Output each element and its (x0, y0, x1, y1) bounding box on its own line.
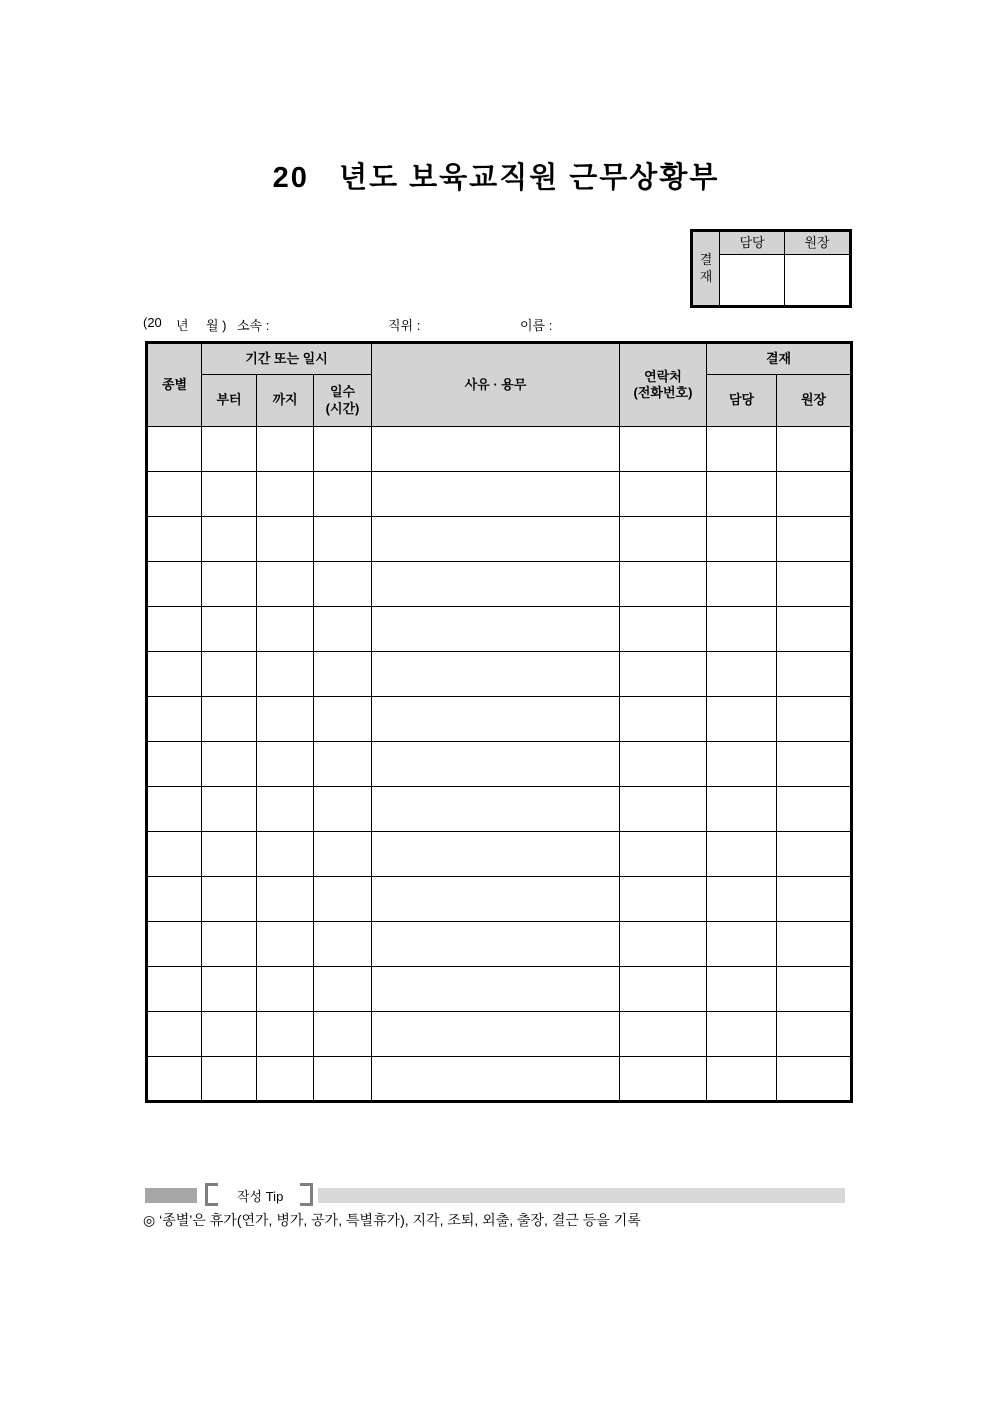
table-cell (202, 742, 257, 787)
table-row (147, 427, 852, 472)
table-cell (707, 787, 777, 832)
table-cell (707, 1012, 777, 1057)
table-cell (314, 427, 372, 472)
table-cell (257, 562, 314, 607)
table-cell (372, 472, 620, 517)
table-cell (777, 1012, 852, 1057)
table-cell (257, 652, 314, 697)
table-cell (147, 517, 202, 562)
table-cell (777, 697, 852, 742)
table-cell (257, 1012, 314, 1057)
table-cell (777, 922, 852, 967)
table-cell (707, 697, 777, 742)
table-cell (620, 832, 707, 877)
table-cell (707, 472, 777, 517)
table-cell (707, 652, 777, 697)
table-cell (620, 427, 707, 472)
approval-side-label-cell (693, 232, 720, 305)
table-row (147, 472, 852, 517)
col-header-approval-group: 결재 (707, 343, 852, 375)
table-cell (257, 967, 314, 1012)
table-cell (202, 1012, 257, 1057)
table-cell (257, 517, 314, 562)
table-cell (202, 427, 257, 472)
table-cell (202, 562, 257, 607)
info-name-label: 이름 : (520, 318, 553, 333)
info-year-label: 년 (176, 318, 189, 333)
table-cell (372, 877, 620, 922)
col-header-approval-director: 원장 (777, 375, 852, 427)
note-line: ◎ ‘종별’은 휴가(연가, 병가, 공가, 특별휴가), 지각, 조퇴, 외출, 출장, 결근 등을 기록 (143, 1212, 641, 1228)
table-cell (147, 697, 202, 742)
approval-sign-cell-staff (720, 255, 784, 305)
table-cell (707, 832, 777, 877)
table-cell (202, 877, 257, 922)
table-cell (620, 787, 707, 832)
table-cell (147, 787, 202, 832)
table-cell (777, 517, 852, 562)
table-cell (202, 472, 257, 517)
table-cell (314, 922, 372, 967)
table-cell (314, 472, 372, 517)
table-cell (147, 877, 202, 922)
table-cell (777, 607, 852, 652)
info-year-open: (20 (143, 315, 162, 330)
col-header-to: 까지 (257, 375, 314, 427)
table-cell (257, 607, 314, 652)
table-cell (620, 1012, 707, 1057)
table-cell (147, 967, 202, 1012)
table-cell (372, 1057, 620, 1102)
table-row (147, 877, 852, 922)
table-cell (314, 967, 372, 1012)
table-cell (257, 787, 314, 832)
table-cell (777, 742, 852, 787)
table-row (147, 517, 852, 562)
table-cell (707, 562, 777, 607)
approval-header-row (720, 232, 849, 255)
table-cell (372, 697, 620, 742)
col-header-from: 부터 (202, 375, 257, 427)
col-header-contact-line2: (전화번호) (633, 385, 693, 400)
tip-label: 작성 Tip (237, 1189, 284, 1204)
table-cell (707, 967, 777, 1012)
work-status-table (145, 341, 853, 1103)
table-cell (777, 562, 852, 607)
table-cell (707, 517, 777, 562)
table-cell (314, 517, 372, 562)
table-cell (707, 742, 777, 787)
table-body (147, 427, 852, 1102)
table-cell (202, 517, 257, 562)
table-cell (620, 742, 707, 787)
info-position-label: 직위 : (388, 318, 421, 333)
table-row (147, 1057, 852, 1102)
table-cell (314, 652, 372, 697)
table-cell (707, 877, 777, 922)
table-row (147, 562, 852, 607)
table-cell (314, 697, 372, 742)
tip-bar-light-segment (318, 1188, 845, 1203)
table-cell (147, 922, 202, 967)
col-header-days (314, 375, 372, 427)
table-cell (777, 472, 852, 517)
table-cell (620, 922, 707, 967)
table-cell (147, 832, 202, 877)
table-cell (372, 652, 620, 697)
table-cell (620, 517, 707, 562)
approval-sign-cell-director (784, 255, 849, 305)
table-cell (147, 607, 202, 652)
table-cell (147, 1012, 202, 1057)
info-month-label: 월 ) (206, 318, 227, 333)
table-row (147, 697, 852, 742)
table-cell (777, 787, 852, 832)
table-cell (202, 787, 257, 832)
table-cell (372, 562, 620, 607)
table-cell (147, 1057, 202, 1102)
table-cell (777, 1057, 852, 1102)
info-affiliation-label: 소속 : (237, 318, 270, 333)
col-header-period-group: 기간 또는 일시 (202, 343, 372, 375)
table-cell (314, 1057, 372, 1102)
table-cell (620, 472, 707, 517)
table-cell (314, 562, 372, 607)
table-cell (257, 697, 314, 742)
table-cell (257, 427, 314, 472)
table-cell (707, 922, 777, 967)
table-cell (707, 607, 777, 652)
table-row (147, 1012, 852, 1057)
table-cell (202, 1057, 257, 1102)
table-cell (202, 607, 257, 652)
table-row (147, 607, 852, 652)
table-cell (372, 922, 620, 967)
table-cell (620, 652, 707, 697)
table-cell (147, 472, 202, 517)
table-cell (314, 832, 372, 877)
approval-main (720, 232, 849, 305)
col-header-type: 종별 (147, 343, 202, 427)
table-cell (620, 967, 707, 1012)
table-cell (314, 787, 372, 832)
table-cell (372, 517, 620, 562)
table-cell (314, 607, 372, 652)
approval-stamp-box (690, 229, 852, 308)
table-cell (147, 562, 202, 607)
table-cell (202, 922, 257, 967)
approval-header-director: 원장 (784, 232, 849, 254)
table-row (147, 652, 852, 697)
table-cell (202, 832, 257, 877)
table-cell (202, 652, 257, 697)
left-bracket-icon (205, 1183, 218, 1206)
approval-side-label: 결재 (699, 252, 713, 284)
tip-bar-dark-segment (145, 1188, 197, 1203)
table-cell (777, 877, 852, 922)
page-title: 20 년도 보육교직원 근무상황부 (272, 162, 720, 194)
table-cell (257, 922, 314, 967)
table-cell (620, 607, 707, 652)
table-cell (147, 427, 202, 472)
table-cell (372, 607, 620, 652)
approval-body-row (720, 255, 849, 305)
col-header-days-line2: (시간) (325, 400, 360, 416)
table-cell (202, 967, 257, 1012)
table-row (147, 832, 852, 877)
table-cell (257, 832, 314, 877)
table-cell (314, 1012, 372, 1057)
col-header-reason: 사유 · 용무 (372, 343, 620, 427)
work-status-table-wrap (145, 341, 853, 1103)
table-cell (372, 1012, 620, 1057)
table-cell (257, 877, 314, 922)
col-header-approval-staff: 담당 (707, 375, 777, 427)
table-row (147, 787, 852, 832)
table-cell (257, 1057, 314, 1102)
table-cell (257, 742, 314, 787)
table-cell (372, 832, 620, 877)
approval-header-staff: 담당 (720, 232, 784, 254)
table-cell (620, 1057, 707, 1102)
table-cell (372, 967, 620, 1012)
table-cell (202, 697, 257, 742)
table-row (147, 967, 852, 1012)
table-cell (314, 877, 372, 922)
table-cell (620, 697, 707, 742)
table-cell (707, 1057, 777, 1102)
table-cell (620, 877, 707, 922)
table-cell (372, 787, 620, 832)
col-header-days-line1: 일수 (329, 384, 356, 400)
table-cell (314, 742, 372, 787)
tip-bar (0, 1183, 992, 1209)
col-header-contact (620, 343, 707, 427)
table-cell (620, 562, 707, 607)
table-cell (777, 832, 852, 877)
table-cell (372, 427, 620, 472)
table-cell (147, 652, 202, 697)
table-cell (257, 472, 314, 517)
table-cell (372, 742, 620, 787)
col-header-contact-line1: 연락처 (644, 368, 682, 384)
table-cell (777, 652, 852, 697)
table-cell (777, 967, 852, 1012)
info-line (0, 315, 992, 333)
table-row (147, 922, 852, 967)
table-cell (707, 427, 777, 472)
right-bracket-icon (300, 1183, 313, 1206)
table-row (147, 742, 852, 787)
table-cell (777, 427, 852, 472)
table-cell (147, 742, 202, 787)
